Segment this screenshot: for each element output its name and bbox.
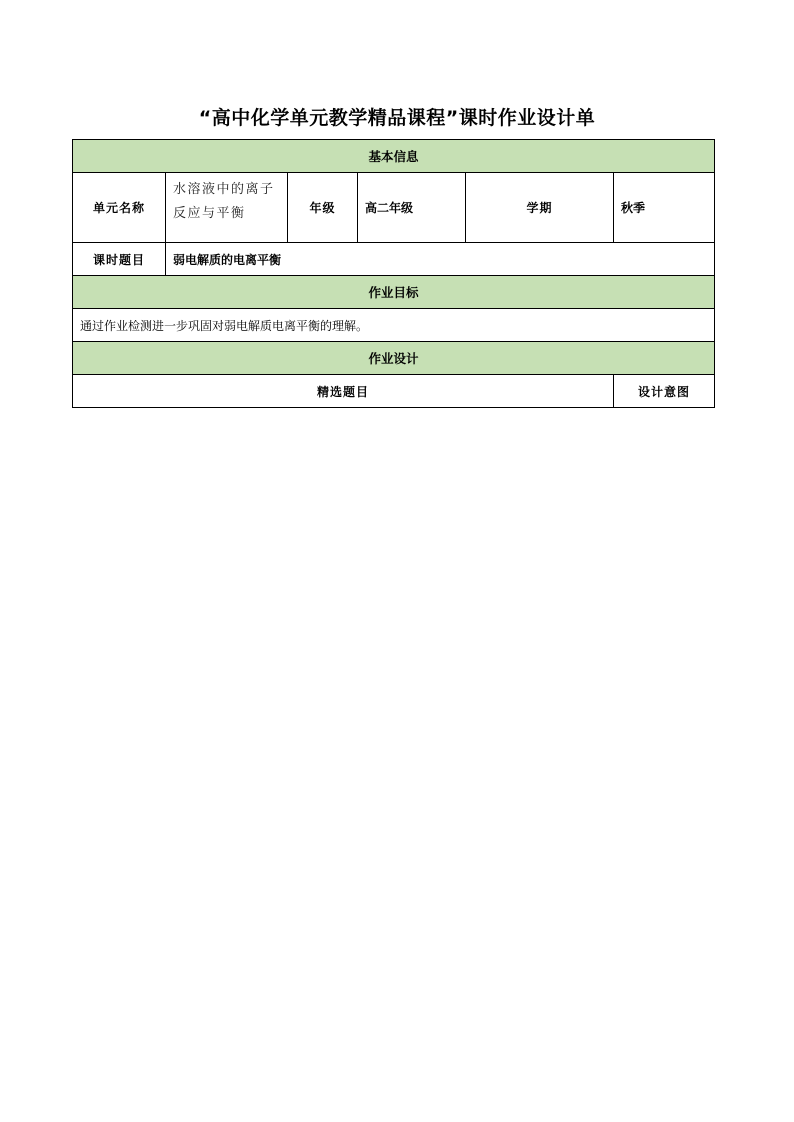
design-columns-row [73, 375, 715, 408]
homework-design-table [72, 139, 715, 408]
basic-info-header: 基本信息 [73, 140, 715, 173]
design-header: 作业设计 [73, 342, 715, 375]
goal-header: 作业目标 [73, 276, 715, 309]
goal-text[interactable]: 通过作业检测进一步巩固对弱电解质电离平衡的理解。 [73, 309, 715, 342]
unit-name-line-1: 水溶液中的离子 [173, 182, 275, 197]
basic-info-row [73, 173, 715, 243]
lesson-title-value[interactable]: 弱电解质的电离平衡 [166, 243, 715, 276]
goal-text-row [73, 309, 715, 342]
term-value[interactable]: 秋季 [614, 173, 715, 243]
unit-name-label: 单元名称 [73, 173, 166, 243]
basic-info-header-row [73, 140, 715, 173]
unit-name-line-2: 反应与平衡 [173, 206, 246, 221]
lesson-title-label: 课时题目 [73, 243, 166, 276]
design-header-row [73, 342, 715, 375]
term-label: 学期 [466, 173, 614, 243]
lesson-title-row [73, 243, 715, 276]
grade-value[interactable]: 高二年级 [358, 173, 466, 243]
page-title: “高中化学单元教学精品课程”课时作业设计单 [198, 107, 596, 129]
design-intent-label: 设计意图 [614, 375, 715, 408]
unit-name-value[interactable] [166, 173, 288, 243]
goal-header-row [73, 276, 715, 309]
selected-questions-label: 精选题目 [73, 375, 614, 408]
grade-label: 年级 [288, 173, 358, 243]
